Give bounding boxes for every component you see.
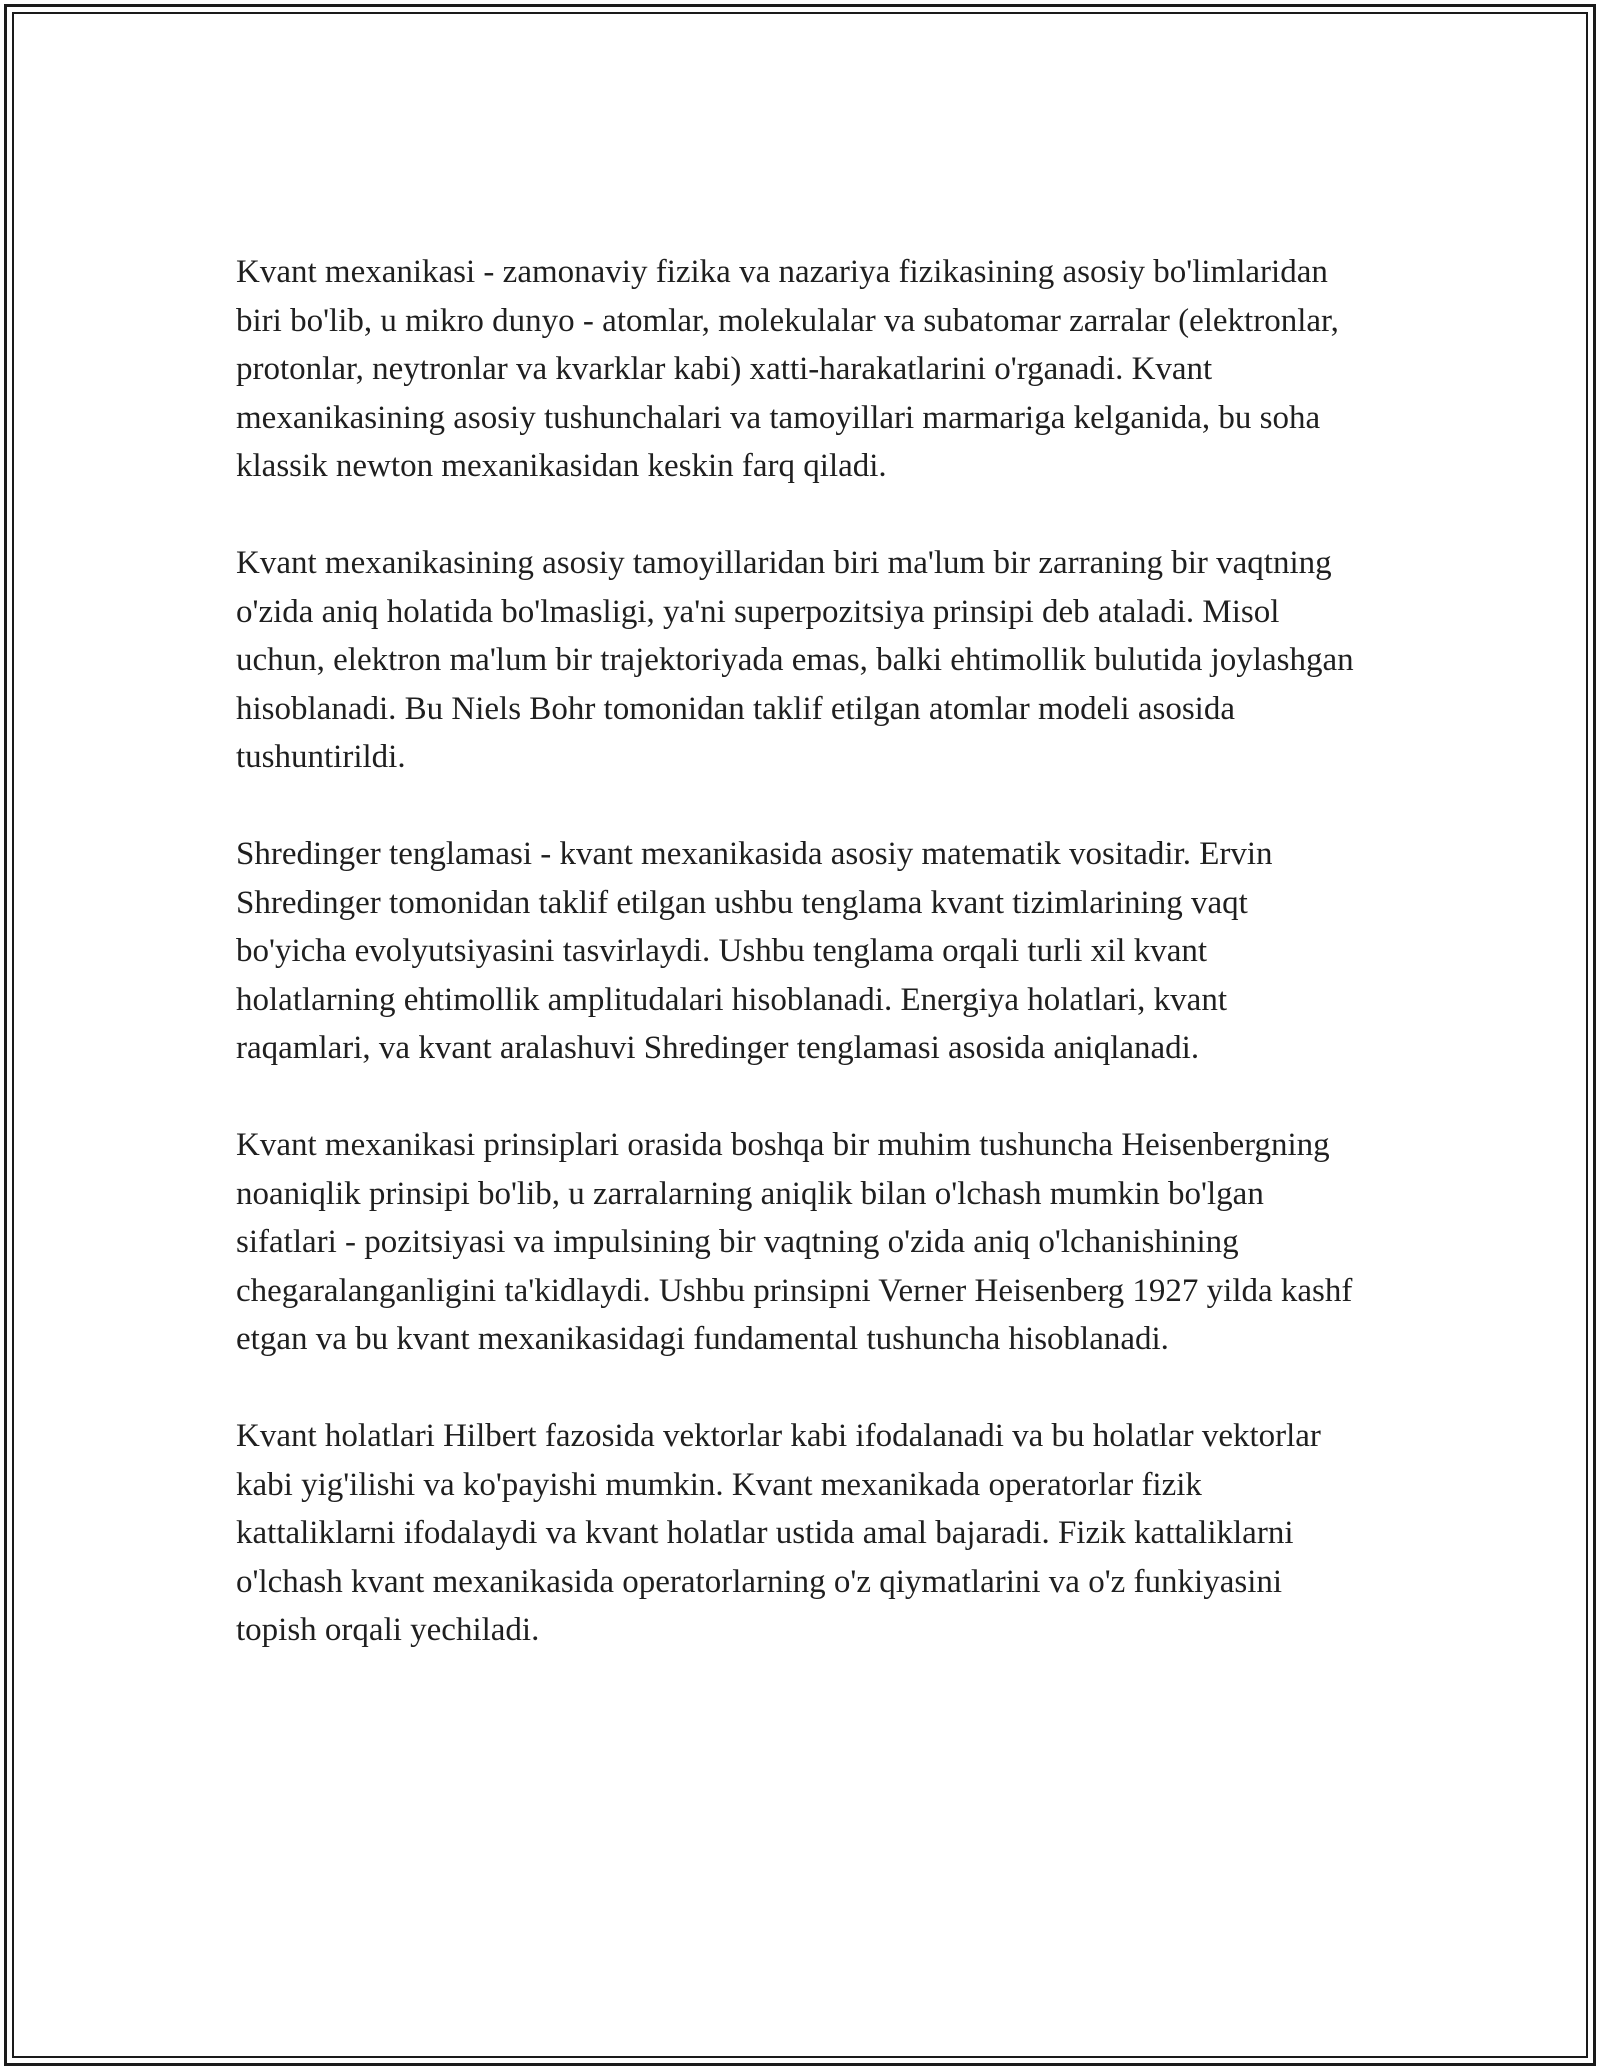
paragraph-4: Kvant mexanikasi prinsiplari orasida boshqa bir muhim tushuncha Heisenbergning noaniqlik prinsipi bo'lib, u zarralarning aniqlik bilan o'lchash mumkin bo'lgan sifatlari - pozitsiyasi va impulsining bir vaqtning o'zida aniq o'lchanishining chegaralanganligini ta'kidlaydi. Ushbu prinsipni Verner Heisenberg 1927 yilda kashf etgan va bu kvant mexanikasidagi fundamental tushuncha hisoblanadi.: [236, 1127, 1353, 1357]
document-body: [236, 248, 1366, 1703]
paragraph-5: Kvant holatlari Hilbert fazosida vektorlar kabi ifodalanadi va bu holatlar vektorlar kabi yig'ilishi va ko'payishi mumkin. Kvant mexanikada operatorlar fizik kattaliklarni ifodalaydi va kvant holatlar ustida amal bajaradi. Fizik kattaliklarni o'lchash kvant mexanikasida operatorlarning o'z qiymatlarini va o'z funkiyasini topish orqali yechiladi.: [236, 1418, 1321, 1648]
paragraph-3: Shredinger tenglamasi - kvant mexanikasida asosiy matematik vositadir. Ervin Shredinger tomonidan taklif etilgan ushbu tenglama kvant tizimlarining vaqt bo'yicha evolyutsiyasini tasvirlaydi. Ushbu tenglama orqali turli xil kvant holatlarning ehtimollik amplitudalari hisoblanadi. Energiya holatlari, kvant raqamlari, va kvant aralashuvi Shredinger tenglamasi asosida aniqlanadi.: [236, 836, 1273, 1066]
paragraph-1: Kvant mexanikasi - zamonaviy fizika va nazariya fizikasining asosiy bo'limlaridan biri bo'lib, u mikro dunyo - atomlar, molekulalar va subatomar zarralar (elektronlar, protonlar, neytronlar va kvarklar kabi) xatti-harakatlarini o'rganadi. Kvant mexanikasining asosiy tushunchalari va tamoyillari marmariga kelganida, bu soha klassik newton mexanikasidan keskin farq qiladi.: [236, 254, 1339, 484]
paragraph-2: Kvant mexanikasining asosiy tamoyillaridan biri ma'lum bir zarraning bir vaqtning o'zida aniq holatida bo'lmasligi, ya'ni superpozitsiya prinsipi deb ataladi. Misol uchun, elektron ma'lum bir trajektoriyada emas, balki ehtimollik bulutida joylashgan hisoblanadi. Bu Niels Bohr tomonidan taklif etilgan atomlar modeli asosida tushuntirildi.: [236, 545, 1354, 775]
